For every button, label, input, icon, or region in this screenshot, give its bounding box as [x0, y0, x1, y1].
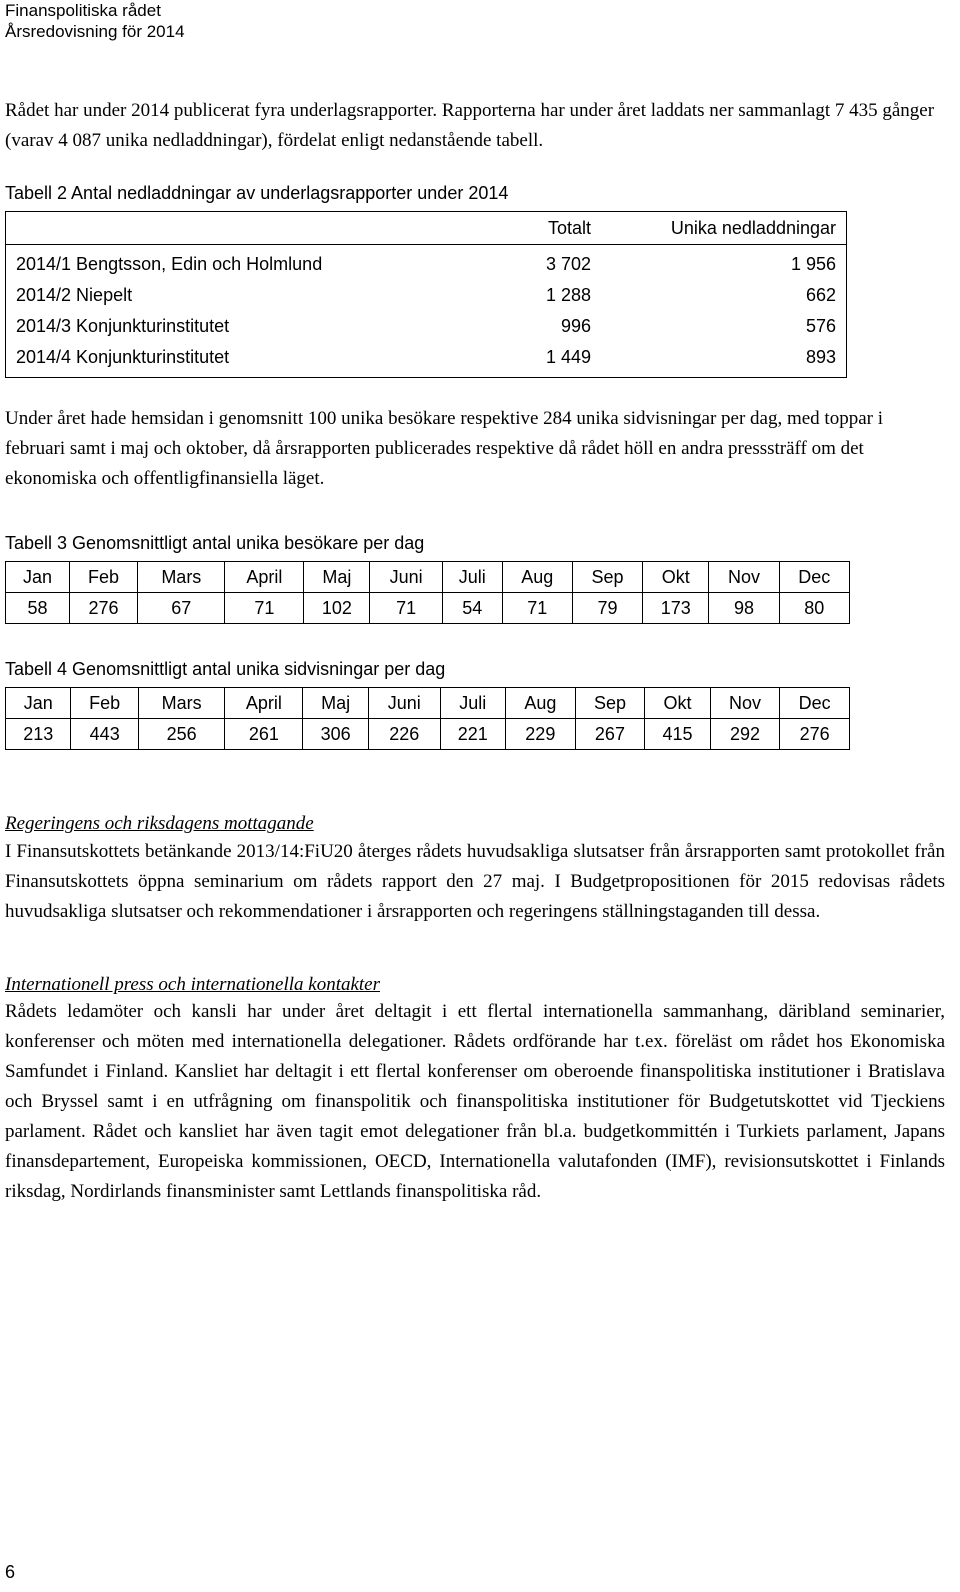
total-cell: 1 288 — [545, 285, 591, 305]
value-cell: 221 — [440, 719, 505, 750]
downloads-table — [5, 211, 847, 378]
month-cell: Okt — [645, 688, 710, 719]
value-row — [6, 593, 850, 624]
month-cell: Aug — [506, 688, 576, 719]
month-cell: Dec — [780, 688, 850, 719]
month-cell: Feb — [69, 562, 137, 593]
value-cell: 292 — [710, 719, 780, 750]
month-cell: Nov — [710, 688, 780, 719]
table-header-cell — [6, 212, 422, 245]
month-cell: Sep — [572, 562, 642, 593]
header-organization: Finanspolitiska rådet — [5, 1, 161, 20]
intro-paragraph: Rådet har under 2014 publicerat fyra underlagsrapporter. Rapporterna har under året laddats ner sammanlagt 7 435 gånger (varav 4 087 unika nedladdningar), fördelat enligt nedanstående tabell. — [5, 100, 935, 151]
total-cell: 3 702 — [545, 254, 591, 274]
page-header — [5, 0, 185, 42]
month-cell: Juni — [368, 688, 440, 719]
visitors-table — [5, 561, 850, 624]
unique-cell: 893 — [805, 347, 836, 367]
value-cell: 443 — [71, 719, 139, 750]
month-cell: April — [225, 562, 304, 593]
value-cell: 261 — [225, 719, 303, 750]
unique-cell: 1 956 — [790, 254, 836, 274]
table-row — [6, 280, 847, 311]
value-cell: 229 — [506, 719, 576, 750]
value-cell: 79 — [572, 593, 642, 624]
section-body-international: Rådets ledamöter och kansli har under året deltagit i ett flertal internationella sammanhang, däribland seminarier, konferenser och möten med internationella delegationer. Rådets ordförande har t.ex. föreläst om rådet hos Ekonomiska Samfundet i Finland. Kansliet har deltagit i ett flertal konferenser om oberoende finanspolitiska institutioner i Bratislava och Bryssel samt i en utfrågning om finanspolitik och finanspolitiska institutioner för Budgetutskottet vid Tjeckiens parlament. Rådet och kansliet har även tagit emot delegationer från bl.a. budgetkommittén i Turkiets parlament, Japans finansdepartement, Europeiska kommissionen, OECD, Internationella valutafonden (IMF), revisionsutskottet i Finlands riksdag, Nordirlands finansminister samt Lettlands finanspolitiska råd. — [5, 1001, 945, 1202]
month-cell: Maj — [303, 688, 368, 719]
table2-caption: Tabell 2 Antal nedladdningar av underlagsrapporter under 2014 — [5, 183, 509, 203]
month-cell: Juni — [370, 562, 442, 593]
value-cell: 58 — [6, 593, 70, 624]
value-cell: 98 — [709, 593, 779, 624]
value-cell: 71 — [370, 593, 442, 624]
total-cell: 996 — [560, 316, 591, 336]
report-name-cell: 2014/4 Konjunkturinstitutet — [16, 347, 230, 367]
value-cell: 226 — [368, 719, 440, 750]
month-cell: Jan — [6, 688, 71, 719]
section-body-reception: I Finansutskottets betänkande 2013/14:FiU20 återges rådets huvudsakliga slutsatser från årsrapporten samt protokollet från Finansutskottets öppna seminarium om rådets rapport den 27 maj. I Budgetpropositionen för 2015 redovisas rådets huvudsakliga slutsatser och rekommendationer i årsrapporten och regeringens ställningstaganden till dessa. — [5, 841, 945, 922]
month-cell: Nov — [709, 562, 779, 593]
table-row — [6, 245, 847, 281]
month-cell: Sep — [575, 688, 645, 719]
value-cell: 276 — [780, 719, 850, 750]
header-report-title: Årsredovisning för 2014 — [5, 22, 185, 41]
value-cell: 276 — [69, 593, 137, 624]
month-cell: Juli — [440, 688, 505, 719]
unique-cell: 662 — [805, 285, 836, 305]
total-cell: 1 449 — [545, 347, 591, 367]
table-row — [6, 342, 847, 378]
month-cell: Jan — [6, 562, 70, 593]
value-cell: 415 — [645, 719, 710, 750]
value-cell: 256 — [138, 719, 224, 750]
month-cell: Okt — [643, 562, 709, 593]
value-cell: 267 — [575, 719, 645, 750]
month-cell: Feb — [71, 688, 139, 719]
report-name-cell: 2014/3 Konjunkturinstitutet — [16, 316, 230, 336]
month-cell: Aug — [502, 562, 572, 593]
value-cell: 71 — [502, 593, 572, 624]
table3-caption: Tabell 3 Genomsnittligt antal unika besökare per dag — [5, 533, 425, 553]
page-number: 6 — [5, 1562, 16, 1582]
table-row — [6, 311, 847, 342]
month-row — [6, 562, 850, 593]
value-row — [6, 719, 850, 750]
pageviews-table — [5, 687, 850, 750]
value-cell: 67 — [138, 593, 225, 624]
report-name-cell: 2014/1 Bengtsson, Edin och Holmlund — [16, 254, 323, 274]
table-header-row — [6, 212, 847, 245]
section-heading-international: Internationell press och internationella kontakter — [5, 974, 381, 995]
table4-caption: Tabell 4 Genomsnittligt antal unika sidvisningar per dag — [5, 659, 446, 679]
value-cell: 102 — [304, 593, 370, 624]
value-cell: 71 — [225, 593, 304, 624]
month-cell: Dec — [779, 562, 849, 593]
month-cell: Maj — [304, 562, 370, 593]
month-cell: Juli — [442, 562, 502, 593]
value-cell: 213 — [6, 719, 71, 750]
visitors-paragraph: Under året hade hemsidan i genomsnitt 100 unika besökare respektive 284 unika sidvisningar per dag, med toppar i februari samt i maj och oktober, då årsrapporten publicerades respektive då rådet höll en andra presssträff om det ekonomiska och offentligfinansiella läget. — [5, 408, 883, 489]
table-header-cell: Unika nedladdningar — [601, 212, 847, 245]
month-cell: Mars — [138, 562, 225, 593]
value-cell: 54 — [442, 593, 502, 624]
unique-cell: 576 — [805, 316, 836, 336]
report-name-cell: 2014/2 Niepelt — [16, 285, 133, 305]
table-header-cell: Totalt — [421, 212, 601, 245]
value-cell: 80 — [779, 593, 849, 624]
value-cell: 173 — [643, 593, 709, 624]
month-row — [6, 688, 850, 719]
month-cell: Mars — [138, 688, 224, 719]
month-cell: April — [225, 688, 303, 719]
value-cell: 306 — [303, 719, 368, 750]
section-heading-reception: Regeringens och riksdagens mottagande — [5, 813, 314, 834]
